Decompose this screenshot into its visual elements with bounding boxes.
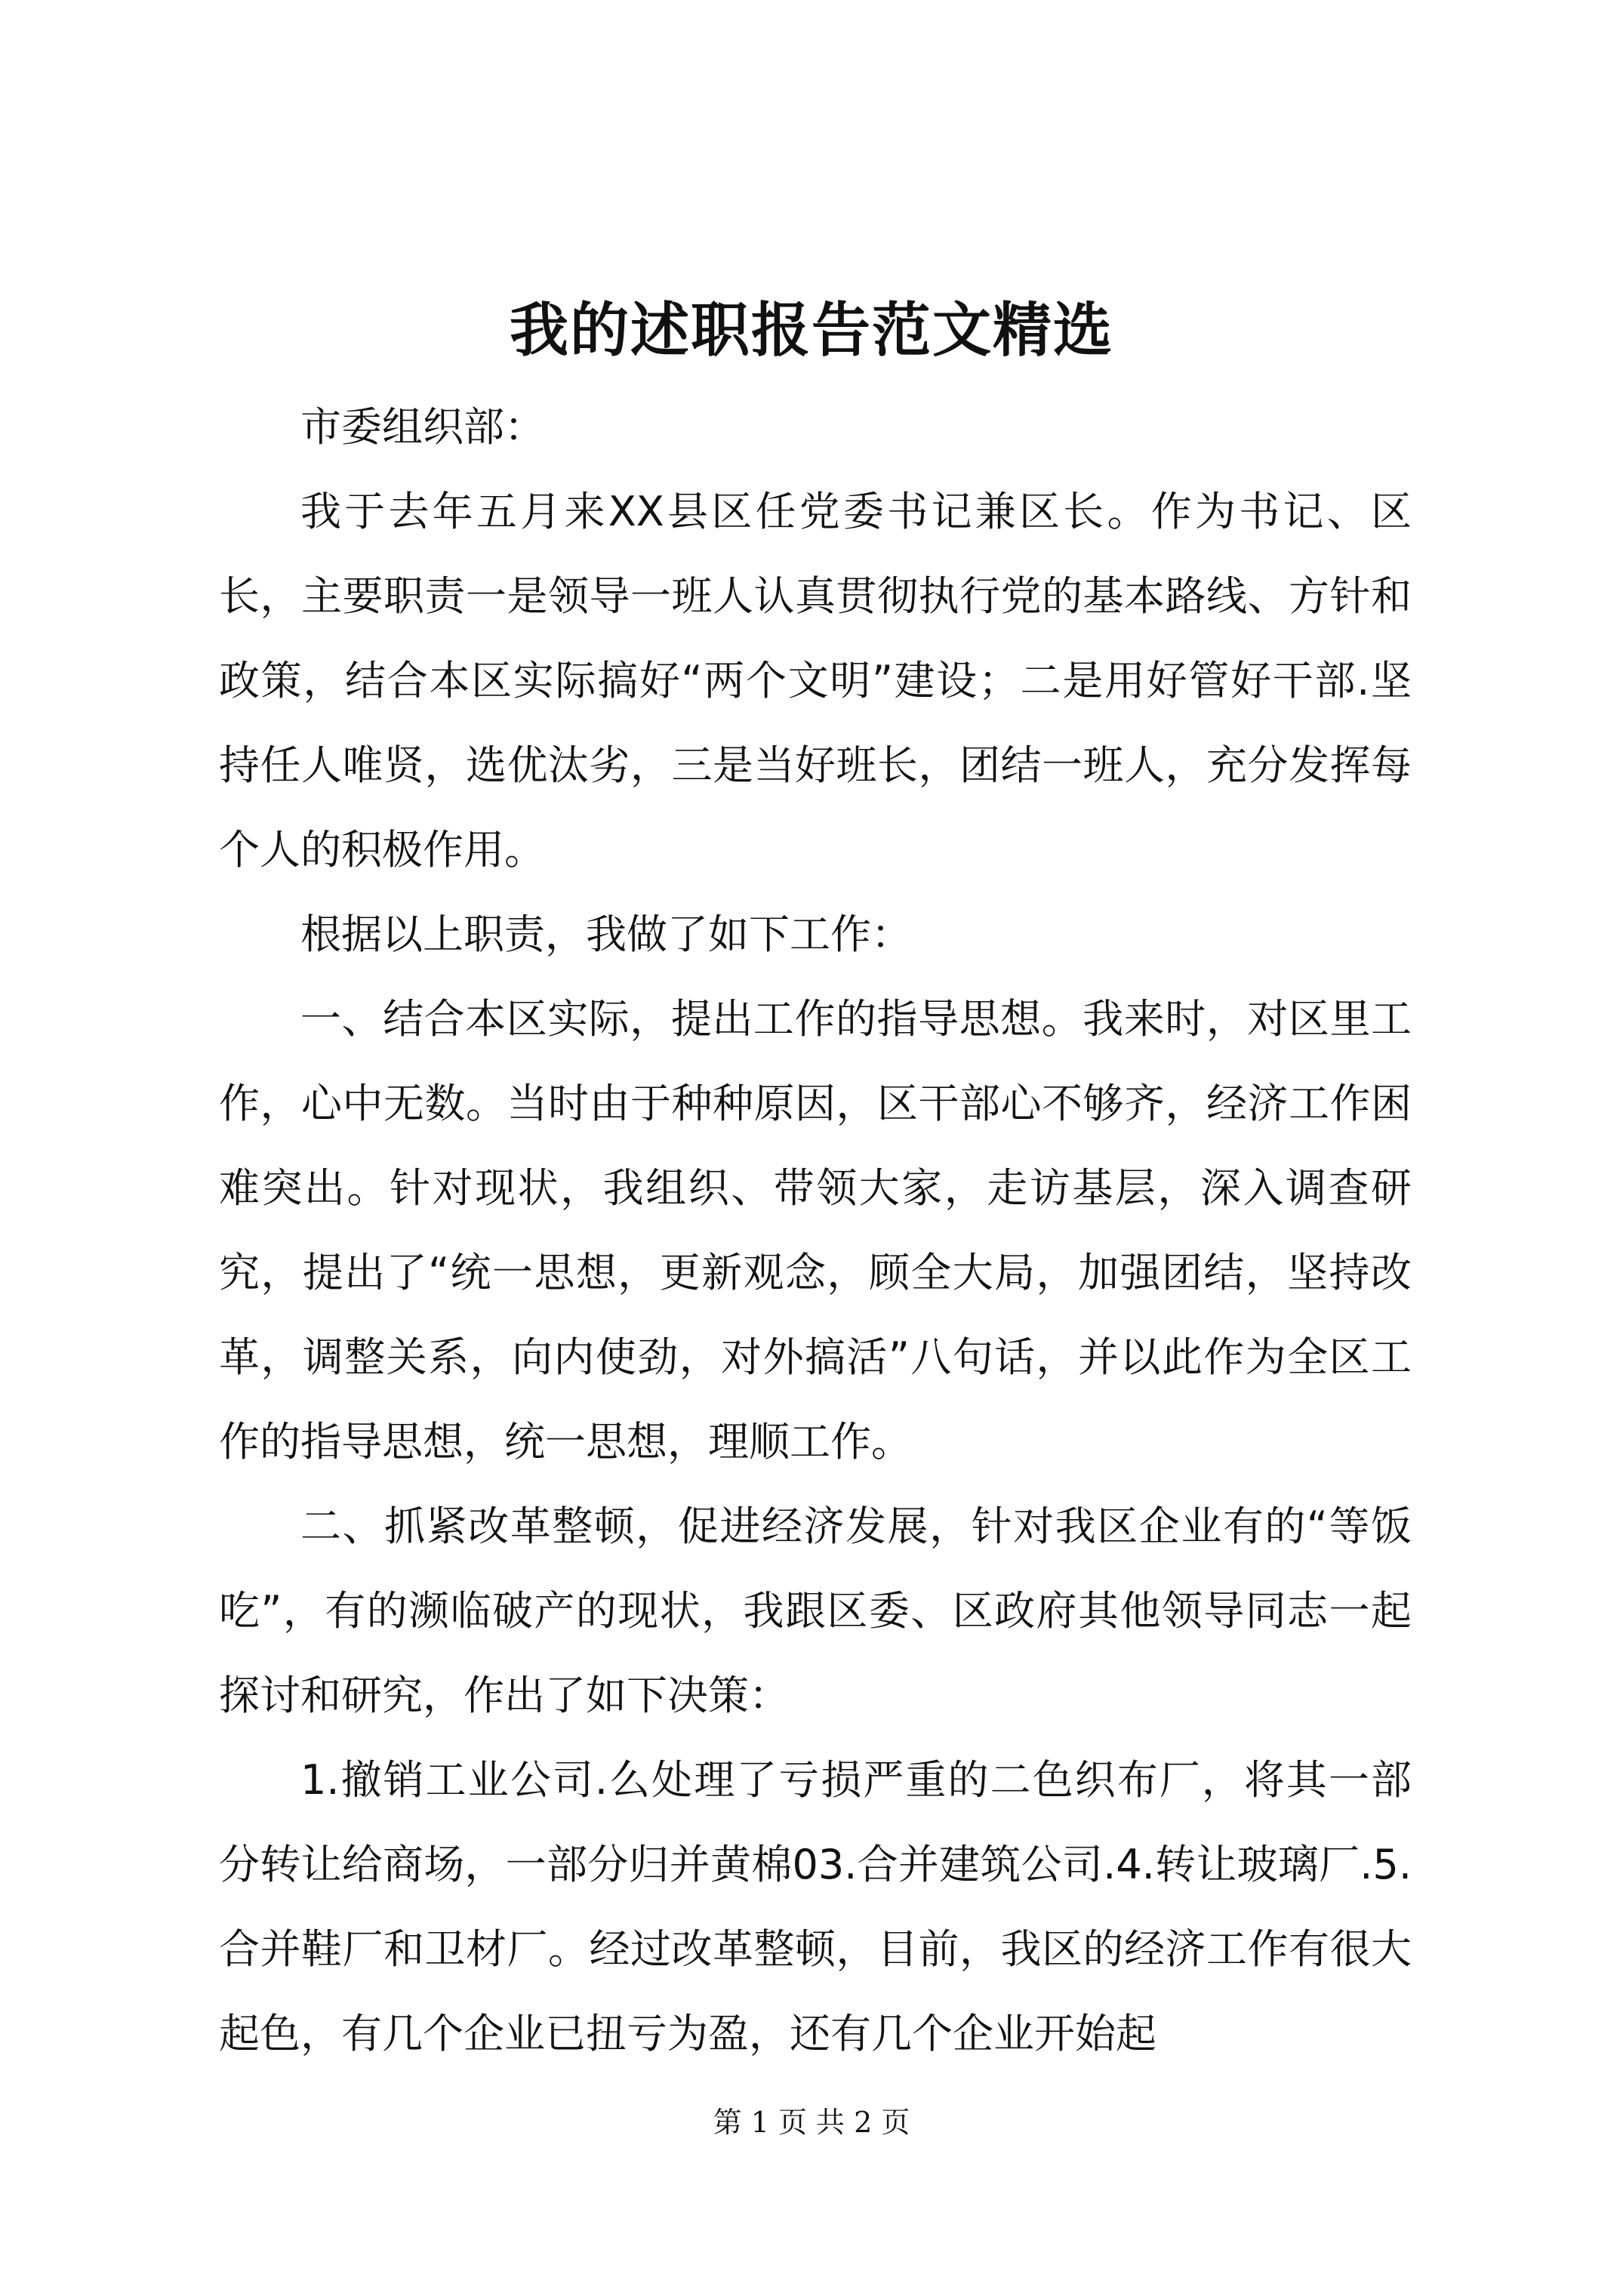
salutation: 市委组织部： xyxy=(300,403,545,451)
document-body xyxy=(219,385,1412,2076)
paragraph-responsibilities: 我于去年五月来XX县区任党委书记兼区长。作为书记、区长，主要职责一是领导一班人认真贯彻执行党的基本路线、方针和政策，结合本区实际搞好“两个文明”建设；二是用好管好干部.坚持任人唯贤，选优汰劣，三是当好班长，团结一班人，充分发挥每个人的积极作用。 xyxy=(219,488,1412,874)
page-number-footer: 第 1 页 共 2 页 xyxy=(713,2106,910,2139)
page-title: 我的述职报告范文精选 xyxy=(509,296,1113,365)
paragraph-guiding-ideas: 一、结合本区实际，提出工作的指导思想。我来时，对区里工作，心中无数。当时由于种种原因，区干部心不够齐，经济工作困难突出。针对现状，我组织、带领大家，走访基层，深入调查研究，提出了“统一思想，更新观念，顾全大局，加强团结，坚持改革，调整关系，向内使劲，对外搞活”八句话，并以此作为全区工作的指导思想，统一思想，理顺工作。 xyxy=(219,995,1412,1465)
paragraph-reform: 二、抓紧改革整顿，促进经济发展，针对我区企业有的“等饭吃”，有的濒临破产的现状，我跟区委、区政府其他领导同志一起探讨和研究，作出了如下决策： xyxy=(219,1502,1412,1719)
paragraph-work-intro: 根据以上职责，我做了如下工作： xyxy=(300,911,912,958)
paragraph-decisions: 1.撤销工业公司.么处理了亏损严重的二色织布厂，将其一部分转让给商场，一部分归并黄棉03.合并建筑公司.4.转让玻璃厂.5.合并鞋厂和卫材厂。经过改革整顿，目前，我区的经济工作有很大起色，有几个企业已扭亏为盈，还有几个企业开始起 xyxy=(219,1756,1412,2057)
